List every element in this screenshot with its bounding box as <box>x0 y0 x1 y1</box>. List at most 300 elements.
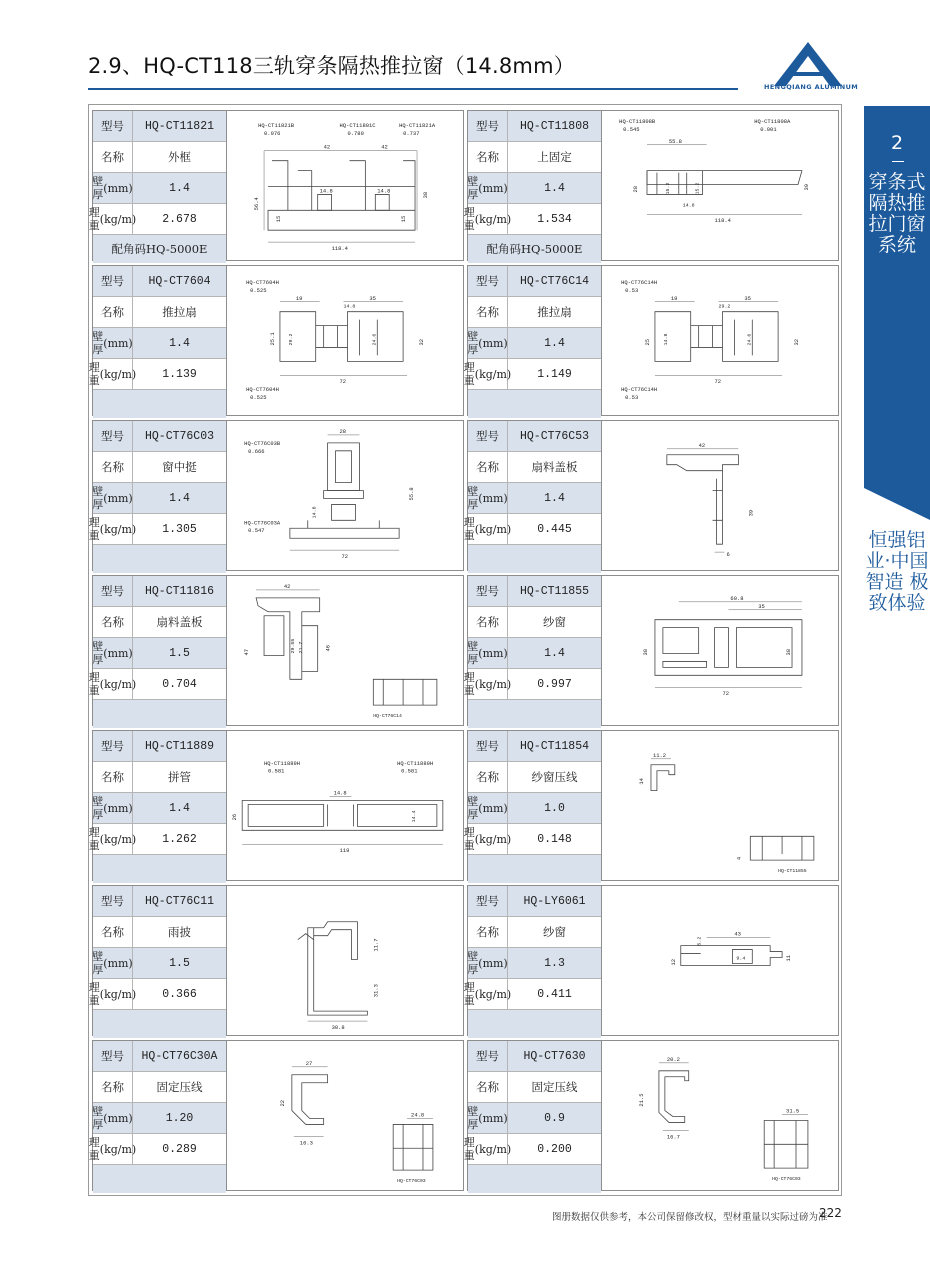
footer-disclaimer: 图册数据仅供参考，本公司保留修改权，型材重量以实际过磅为准 <box>552 1212 828 1223</box>
dim-label: 16.7 <box>666 1133 680 1141</box>
dim-label: 32 <box>792 338 800 346</box>
spec-table <box>88 576 227 725</box>
dim-label: 25 <box>643 338 651 346</box>
spec-row-thickness <box>93 638 226 669</box>
part-tag: HQ-CT7604H <box>246 386 279 394</box>
model-label: 型号 <box>93 1041 133 1071</box>
part-tag: HQ-CT11801C <box>339 121 376 129</box>
mullion-top <box>328 443 360 491</box>
model-value: HQ-CT76C11 <box>144 894 214 908</box>
weight-value: 0.411 <box>537 987 572 1001</box>
name-label: 名称 <box>93 1072 133 1102</box>
profile-section-svg <box>228 421 463 570</box>
spec-row-model <box>468 111 601 142</box>
thickness-value: 1.5 <box>169 646 190 660</box>
model-label: 型号 <box>468 1041 508 1071</box>
dim-label: 28 <box>339 427 347 435</box>
name-label: 名称 <box>468 297 508 327</box>
sash-inner <box>280 312 316 362</box>
weight-label: 理重 (kg/m) <box>88 826 137 852</box>
profile-section-svg <box>603 731 838 880</box>
part-tag: HQ-CT76C14H <box>621 386 658 394</box>
spec-blank <box>93 1165 226 1193</box>
thickness-label: 壁厚 (mm) <box>467 795 508 821</box>
spec-row-weight <box>88 204 226 235</box>
frame-chambers <box>268 161 415 211</box>
page-number: 222 <box>819 1206 842 1220</box>
part-tag: HQ-CT76C14H <box>621 278 658 286</box>
mini-section <box>393 1124 433 1170</box>
dim-label: 27 <box>305 1059 313 1067</box>
model-label: 型号 <box>93 421 133 451</box>
spec-blank <box>468 1165 601 1193</box>
spec-table <box>88 1041 227 1190</box>
weight-label: 理重 (kg/m) <box>88 206 137 232</box>
thickness-label: 壁厚 (mm) <box>467 950 508 976</box>
part-weight: 0.901 <box>760 125 777 133</box>
spec-row-model <box>468 1041 601 1072</box>
spec-row-weight <box>88 359 226 390</box>
spec-row-model <box>93 111 226 142</box>
spec-row-name <box>468 917 601 948</box>
profile-section-svg <box>228 886 463 1035</box>
weight-value: 0.704 <box>162 677 197 691</box>
spec-row-name <box>93 297 226 328</box>
part-tag: HQ-CT11821A <box>399 121 436 129</box>
weight-label: 理重 (kg/m) <box>88 671 137 697</box>
part-tag: HQ-CT76C03B <box>244 439 281 447</box>
dim-label: 19 <box>670 294 678 302</box>
thickness-value: 1.5 <box>169 956 190 970</box>
model-value: HQ-CT7604 <box>148 274 211 288</box>
name-label: 名称 <box>93 142 133 172</box>
spec-row-thickness <box>468 638 601 669</box>
screen-chambers <box>663 628 792 668</box>
profile-card <box>88 1040 464 1191</box>
dim-label: 14.8 <box>663 333 669 346</box>
dim-label: 118.4 <box>714 217 731 225</box>
dim-label: 55.8 <box>408 487 416 501</box>
spec-row-weight <box>463 359 601 390</box>
dim-label: 15.2 <box>695 182 701 195</box>
dim-label: 14 <box>638 778 646 785</box>
dim-label: 20.2 <box>666 1055 680 1063</box>
name-label: 名称 <box>468 142 508 172</box>
coupler-chambers <box>248 805 437 827</box>
name-label: 名称 <box>93 762 133 792</box>
weight-value: 0.148 <box>537 832 572 846</box>
part-weight: 0.581 <box>268 767 285 775</box>
model-label: 型号 <box>468 111 508 141</box>
rain-top <box>314 922 358 960</box>
model-label: 型号 <box>468 886 508 916</box>
part-tag: HQ-CT76C03A <box>244 519 281 527</box>
weight-value: 2.678 <box>162 212 197 226</box>
spec-row-weight <box>463 514 601 545</box>
spec-row-model <box>93 421 226 452</box>
thickness-value: 1.3 <box>544 956 565 970</box>
dim-label: 43 <box>734 930 741 938</box>
weight-value: 1.262 <box>162 832 197 846</box>
profile-card <box>463 575 839 726</box>
dim-label: 15 <box>400 215 408 223</box>
spec-row-thickness <box>93 483 226 514</box>
profile-card <box>463 265 839 416</box>
spec-table <box>88 111 227 260</box>
spec-row-thickness <box>468 793 601 824</box>
weight-value: 0.289 <box>162 1142 197 1156</box>
part-weight: 0.581 <box>401 767 418 775</box>
spec-row-model <box>468 886 601 917</box>
dim-label: 28 <box>632 185 640 193</box>
spec-blank <box>93 855 226 883</box>
fixed-sash <box>647 171 802 185</box>
thickness-label: 壁厚 (mm) <box>92 175 133 201</box>
dim-label: 29.55 <box>290 638 296 654</box>
dim-label: 5.2 <box>697 936 703 946</box>
cover-body <box>256 598 320 679</box>
weight-value: 1.149 <box>537 367 572 381</box>
spec-blank <box>93 390 226 418</box>
part-weight: 0.547 <box>248 527 265 535</box>
spec-row-thickness <box>93 793 226 824</box>
name-value: 窗中挺 <box>162 460 197 474</box>
model-value: HQ-CT11816 <box>144 584 214 598</box>
part-weight: 0.976 <box>264 129 281 137</box>
spec-row-weight <box>463 669 601 700</box>
thickness-label: 壁厚 (mm) <box>467 485 508 511</box>
part-tag: HQ-CT76C14 <box>373 714 402 720</box>
name-value: 固定压线 <box>156 1080 203 1094</box>
corner-key-note: 配角码HQ-5000E <box>93 235 226 263</box>
profile-section-svg <box>603 1041 838 1190</box>
name-label: 名称 <box>468 452 508 482</box>
profile-drawing <box>228 111 463 260</box>
spec-row-name <box>93 762 226 793</box>
name-value: 扇料盖板 <box>156 615 203 629</box>
profile-card <box>463 110 839 261</box>
profile-drawing <box>228 266 463 415</box>
profile-card <box>88 575 464 726</box>
thermal-strip <box>691 326 723 348</box>
weight-label: 理重 (kg/m) <box>88 981 137 1007</box>
section-line <box>298 934 314 940</box>
weight-value: 1.139 <box>162 367 197 381</box>
spec-blank <box>468 545 601 573</box>
part-tag: HQ-CT11808A <box>754 117 791 125</box>
dim-label: 56.4 <box>253 197 261 211</box>
spec-row-model <box>468 576 601 607</box>
thickness-label: 壁厚 (mm) <box>467 175 508 201</box>
spec-row-weight <box>88 1134 226 1165</box>
thickness-label: 壁厚 (mm) <box>467 330 508 356</box>
spec-table <box>463 731 602 880</box>
profile-section-svg <box>228 576 463 725</box>
spec-row-thickness <box>93 328 226 359</box>
part-tag: HQ-CT11821B <box>258 121 295 129</box>
profile-drawing <box>228 886 463 1035</box>
profile-drawing <box>603 421 838 570</box>
weight-value: 0.200 <box>537 1142 572 1156</box>
dim-label: 24.8 <box>411 1111 425 1119</box>
model-value: HQ-CT76C03 <box>144 429 214 443</box>
spec-blank <box>93 700 226 728</box>
dim-label: 12 <box>669 958 677 966</box>
dim-label: 72 <box>341 553 349 561</box>
spec-row-weight <box>463 1134 601 1165</box>
bead-profile <box>651 765 675 791</box>
dim-label: 38 <box>421 191 429 199</box>
thermal-strip <box>316 326 348 348</box>
model-label: 型号 <box>468 266 508 296</box>
dim-label: 119 <box>339 847 350 855</box>
profile-drawing <box>228 576 463 725</box>
model-value: HQ-CT11821 <box>144 119 214 133</box>
mullion-strip <box>324 491 364 521</box>
dim-label: 60.8 <box>730 594 744 602</box>
spec-row-model <box>468 421 601 452</box>
spec-blank <box>468 390 601 418</box>
thickness-value: 1.20 <box>165 1111 194 1125</box>
profile-drawing <box>228 1041 463 1190</box>
chapter-tab <box>864 106 930 520</box>
chapter-title: 穿条式隔热推拉门窗系统 <box>868 171 926 256</box>
dim-label: 24.6 <box>372 333 378 346</box>
name-label: 名称 <box>468 762 508 792</box>
weight-label: 理重 (kg/m) <box>463 1136 512 1162</box>
spec-blank <box>468 700 601 728</box>
screen-section <box>681 946 782 966</box>
spec-table <box>463 421 602 570</box>
name-label: 名称 <box>93 607 133 637</box>
dim-label: 72 <box>722 690 730 698</box>
dim-label: 42 <box>323 143 331 151</box>
dim-label: 22 <box>278 1100 286 1107</box>
dim-label: 11.7 <box>372 938 380 952</box>
spec-row-name <box>93 607 226 638</box>
model-label: 型号 <box>93 576 133 606</box>
name-value: 推拉扇 <box>162 305 197 319</box>
name-value: 雨披 <box>168 925 191 939</box>
dim-label: 29.2 <box>288 333 294 346</box>
thickness-value: 1.4 <box>544 491 565 505</box>
dim-label: 29.2 <box>718 304 731 310</box>
profile-card <box>463 730 839 881</box>
mini-section <box>373 679 437 705</box>
part-tag: HQ-CT11889H <box>397 759 434 767</box>
dim-label: 21.5 <box>638 1093 646 1107</box>
dim-label: 31.3 <box>372 984 380 998</box>
model-value: HQ-CT76C30A <box>141 1049 218 1063</box>
rain-cover <box>308 928 368 1015</box>
thickness-label: 壁厚 (mm) <box>92 795 133 821</box>
part-weight: 0.53 <box>625 286 639 294</box>
chapter-number: 2 <box>890 132 904 154</box>
profile-section-svg <box>603 886 838 1035</box>
model-value: HQ-CT76C53 <box>519 429 589 443</box>
dim-label: 35 <box>369 294 376 302</box>
model-label: 型号 <box>93 886 133 916</box>
dim-label: 55.8 <box>668 137 682 145</box>
model-value: HQ-CT11855 <box>519 584 589 598</box>
thickness-label: 壁厚 (mm) <box>92 485 133 511</box>
glazing-bead <box>659 1071 689 1123</box>
dim-label: 38 <box>641 648 649 656</box>
profile-drawing <box>228 421 463 570</box>
dim-label: 72 <box>714 378 722 386</box>
name-value: 纱窗压线 <box>531 770 578 784</box>
name-label: 名称 <box>468 917 508 947</box>
dim-label: 30.8 <box>331 1024 345 1032</box>
dim-label: 11 <box>785 954 793 962</box>
part-weight: 0.525 <box>250 394 267 402</box>
part-weight: 0.789 <box>347 129 364 137</box>
part-tag: HQ-CT11889H <box>264 759 301 767</box>
name-value: 推拉扇 <box>537 305 572 319</box>
spec-table <box>88 731 227 880</box>
spec-row-thickness <box>468 173 601 204</box>
model-value: HQ-LY6061 <box>523 894 586 908</box>
cover-leg <box>717 471 723 545</box>
model-label: 型号 <box>93 266 133 296</box>
dim-label: 39 <box>802 183 810 191</box>
profile-card <box>88 110 464 261</box>
dim-label: 42 <box>698 441 706 449</box>
thickness-label: 壁厚 (mm) <box>467 1105 508 1131</box>
spec-table <box>88 266 227 415</box>
profile-section-svg <box>228 731 463 880</box>
dim-label: 14.8 <box>682 203 695 209</box>
part-weight: 0.545 <box>623 125 640 133</box>
section-line <box>713 491 723 521</box>
mini-section <box>764 1120 808 1168</box>
name-label: 名称 <box>93 297 133 327</box>
dim-label: 47 <box>243 648 251 656</box>
dim-label: 38 <box>785 648 793 656</box>
dim-label: 14.8 <box>333 789 347 797</box>
dim-label: 14.8 <box>312 506 318 519</box>
weight-label: 理重 (kg/m) <box>463 826 512 852</box>
dim-label: 25.1 <box>268 332 276 346</box>
profile-drawing <box>603 576 838 725</box>
spec-row-name <box>93 142 226 173</box>
dim-label: 14.8 <box>319 187 333 195</box>
spec-blank <box>93 1010 226 1038</box>
spec-blank <box>468 1010 601 1038</box>
dim-label: 15.2 <box>665 182 671 195</box>
dim-label: 42 <box>381 143 388 151</box>
name-value: 固定压线 <box>531 1080 578 1094</box>
name-label: 名称 <box>468 1072 508 1102</box>
thickness-label: 壁厚 (mm) <box>467 640 508 666</box>
spec-row-thickness <box>468 483 601 514</box>
thickness-value: 1.4 <box>544 181 565 195</box>
mullion-base <box>290 520 399 538</box>
profile-drawing <box>603 111 838 260</box>
profile-section-svg <box>603 421 838 570</box>
spec-table <box>463 1041 602 1190</box>
dim-label: 21.7 <box>298 641 304 654</box>
dim-label: 42 <box>283 582 291 590</box>
thermal-strip <box>318 194 390 210</box>
dim-label: 39 <box>747 509 755 517</box>
model-value: HQ-CT11808 <box>519 119 589 133</box>
part-tag: HQ-CT7604H <box>246 278 279 286</box>
thickness-value: 1.4 <box>169 181 190 195</box>
profile-drawing <box>228 731 463 880</box>
model-label: 型号 <box>468 421 508 451</box>
thickness-value: 1.0 <box>544 801 565 815</box>
dim-label: 31.5 <box>786 1107 800 1115</box>
dim-label: 35 <box>744 294 751 302</box>
dim-label: 14.4 <box>412 810 418 823</box>
name-value: 纱窗 <box>543 925 566 939</box>
weight-value: 0.997 <box>537 677 572 691</box>
thickness-value: 1.4 <box>169 491 190 505</box>
name-label: 名称 <box>468 607 508 637</box>
profile-card <box>88 420 464 571</box>
spec-row-model <box>93 886 226 917</box>
dim-label: 9.4 <box>736 956 746 962</box>
cover-top <box>667 455 739 471</box>
profile-section-svg <box>228 266 463 415</box>
thickness-label: 壁厚 (mm) <box>92 330 133 356</box>
profile-drawing <box>603 731 838 880</box>
name-value: 纱窗 <box>543 615 566 629</box>
weight-label: 理重 (kg/m) <box>463 671 512 697</box>
name-value: 外框 <box>168 150 191 164</box>
sash-inner <box>655 312 691 362</box>
fixed-chambers <box>647 171 703 195</box>
part-weight: 0.53 <box>625 394 639 402</box>
profile-drawing <box>603 266 838 415</box>
profile-section-svg <box>603 576 838 725</box>
part-tag: HQ-CT76C03 <box>772 1177 801 1183</box>
thickness-label: 壁厚 (mm) <box>92 1105 133 1131</box>
section-line <box>264 151 417 230</box>
spec-table <box>463 266 602 415</box>
profile-section-svg <box>603 266 838 415</box>
dim-label: 14.8 <box>343 304 356 310</box>
title-underline <box>88 88 738 90</box>
part-tag: HQ-CT11855 <box>778 869 807 875</box>
thickness-value: 1.4 <box>544 646 565 660</box>
spec-row-name <box>468 297 601 328</box>
spec-row-model <box>93 576 226 607</box>
weight-value: 0.445 <box>537 522 572 536</box>
page-title: 2.9、HQ-CT118三轨穿条隔热推拉窗（14.8mm） <box>88 54 575 78</box>
spec-row-thickness <box>93 948 226 979</box>
frame-base <box>268 210 415 230</box>
spec-row-weight <box>463 824 601 855</box>
dim-label: 15 <box>274 215 282 223</box>
spec-table <box>88 421 227 570</box>
thickness-value: 0.9 <box>544 1111 565 1125</box>
thickness-value: 1.4 <box>544 336 565 350</box>
spec-row-weight <box>463 204 601 235</box>
spec-table <box>463 576 602 725</box>
dim-label: 4 <box>735 856 743 861</box>
model-label: 型号 <box>93 111 133 141</box>
profile-drawing <box>603 886 838 1035</box>
dim-label: 118.4 <box>331 245 348 253</box>
glazing-bead <box>292 1075 328 1125</box>
part-weight: 0.525 <box>250 286 267 294</box>
name-value: 扇料盖板 <box>531 460 578 474</box>
spec-row-model <box>93 731 226 762</box>
part-tag: HQ-CT11808B <box>619 117 656 125</box>
spec-row-thickness <box>93 173 226 204</box>
